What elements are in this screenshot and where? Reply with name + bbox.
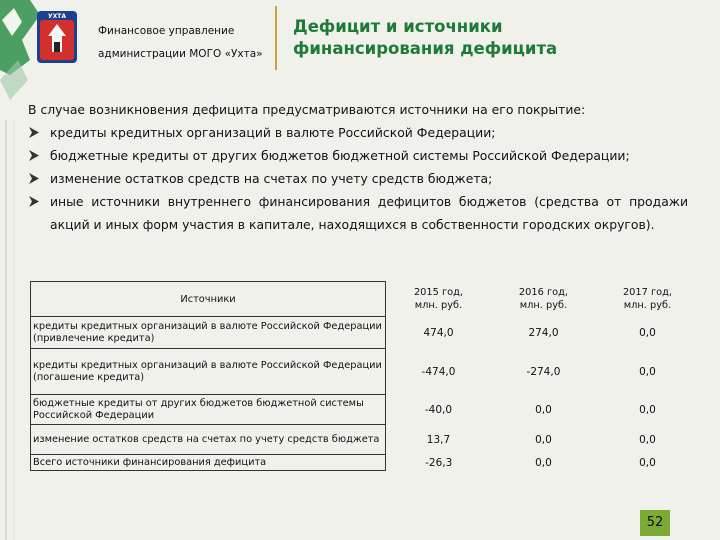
arrow-bullet-icon [28, 121, 40, 144]
value-2016: 274,0 [528, 326, 559, 339]
header-2016-unit: млн. руб. [519, 300, 568, 311]
header-2017-year: 2017 год, [622, 287, 673, 298]
table-row [31, 395, 700, 425]
value-2017: 0,0 [639, 326, 656, 339]
list-item-text: изменение остатков средств на счетах по учету средств бюджета; [50, 171, 493, 186]
row-label: кредиты кредитных организаций в валюте Российской Федерации (привлечение кредита) [31, 317, 386, 349]
header-2016-year: 2016 год, [518, 287, 568, 298]
table-header-row [31, 282, 700, 317]
list-item [28, 167, 688, 190]
table-row [31, 455, 700, 471]
organization-name [98, 20, 268, 66]
arrow-bullet-icon [28, 144, 40, 167]
value-2015: -40,0 [424, 403, 453, 416]
row-label: изменение остатков средств на счетах по учету средств бюджета [31, 425, 386, 455]
header-2016 [491, 282, 595, 317]
value-2017: 0,0 [639, 456, 656, 469]
header-divider [275, 6, 277, 70]
financing-sources-table [30, 281, 700, 471]
list-item-text: кредиты кредитных организаций в валюте Российской Федерации; [50, 125, 496, 140]
table-row [31, 425, 700, 455]
organization-line-2: администрации МОГО «Ухта» [98, 48, 263, 60]
svg-text:УХТА: УХТА [48, 13, 66, 20]
list-item [28, 121, 688, 144]
value-2016: 0,0 [535, 403, 552, 416]
value-2017: 0,0 [639, 403, 656, 416]
header-2015 [386, 282, 492, 317]
value-2016: -274,0 [526, 365, 561, 378]
value-2016: 0,0 [535, 456, 552, 469]
header-2017-unit: млн. руб. [623, 300, 672, 311]
organization-line-1: Финансовое управление [98, 25, 235, 37]
row-label: бюджетные кредиты от других бюджетов бюджетной системы Российской Федерации [31, 395, 386, 425]
main-text [28, 98, 688, 236]
value-2015: 474,0 [423, 326, 454, 339]
header-2015-year: 2015 год, [413, 287, 464, 298]
list-item-text: бюджетные кредиты от других бюджетов бюджетной системы Российской Федерации; [50, 148, 630, 163]
row-label: Всего источники финансирования дефицита [31, 455, 386, 471]
table-row [31, 349, 700, 395]
header-sources: Источники [31, 282, 386, 317]
arrow-bullet-icon [28, 167, 40, 190]
page-title [293, 16, 693, 60]
list-item-text: иные источники внутреннего финансирования дефицитов бюджетов (средства от продажи акций и иных форм участия в капитале, находящихся в собственности городских округов). [50, 194, 688, 232]
header-2015-unit: млн. руб. [414, 300, 463, 311]
list-item [28, 144, 688, 167]
header-2017 [595, 282, 699, 317]
page-title-line-1: Дефицит и источники [293, 17, 503, 36]
arrow-bullet-icon [28, 190, 40, 213]
list-item [28, 190, 688, 236]
page-number-badge: 52 [640, 510, 670, 536]
value-2015: -26,3 [425, 456, 453, 469]
value-2015: 13,7 [426, 433, 451, 446]
sources-list [28, 121, 688, 236]
value-2015: -474,0 [421, 365, 456, 378]
page-title-line-2: финансирования дефицита [293, 39, 558, 58]
value-2016: 0,0 [535, 433, 552, 446]
coat-of-arms-emblem [36, 10, 78, 64]
table-row [31, 317, 700, 349]
value-2017: 0,0 [639, 433, 656, 446]
value-2017: 0,0 [639, 365, 656, 378]
intro-text: В случае возникновения дефицита предусматриваются источники на его покрытие: [28, 102, 586, 117]
row-label: кредиты кредитных организаций в валюте Российской Федерации (погашение кредита) [31, 349, 386, 395]
